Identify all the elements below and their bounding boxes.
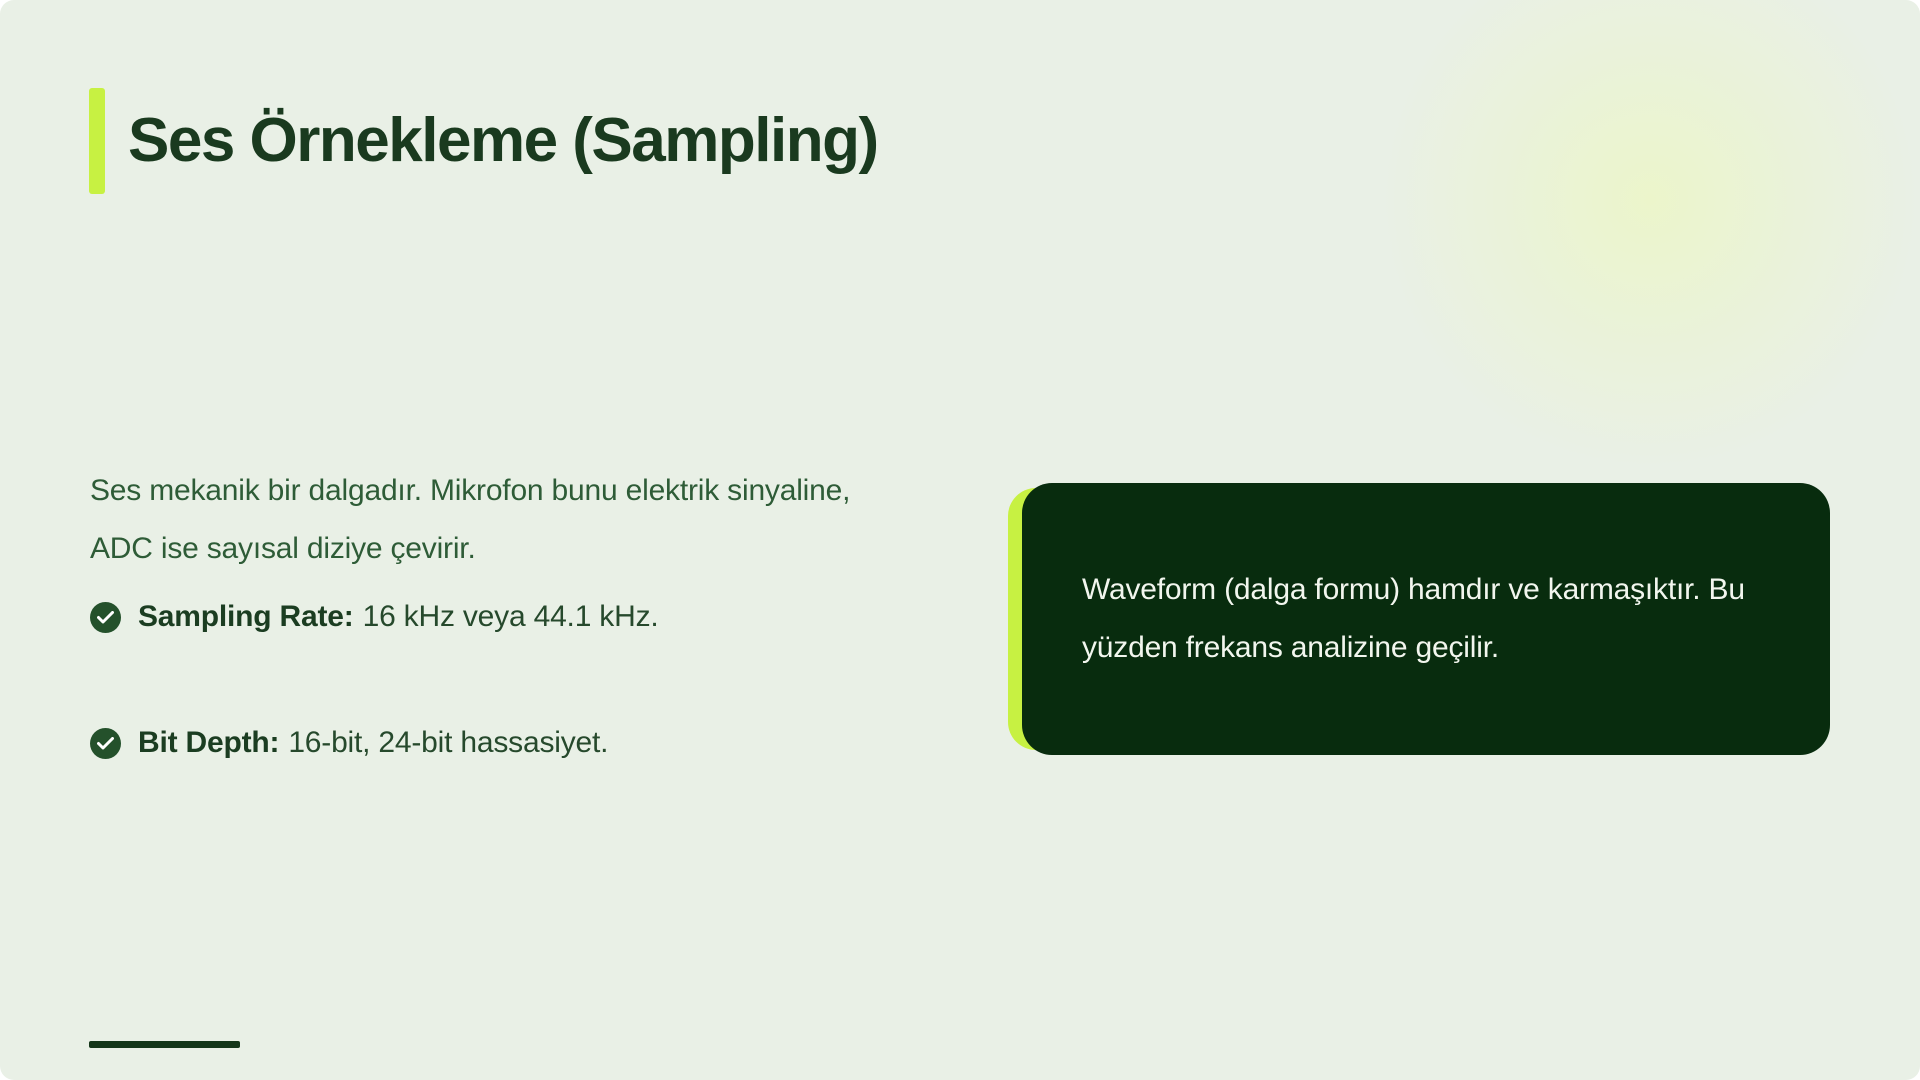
title-accent-bar bbox=[89, 88, 105, 194]
page-title: Ses Örnekleme (Sampling) bbox=[128, 106, 878, 175]
background-glow bbox=[1370, 0, 1920, 480]
bullet-text bbox=[138, 600, 659, 634]
intro-line-2: ADC ise sayısal diziye çevirir. bbox=[90, 532, 476, 565]
bullet-value: 16-bit, 24-bit hassasiyet. bbox=[288, 726, 609, 759]
callout-line-1: Waveform (dalga formu) hamdır ve karmaşıktır. Bu bbox=[1082, 573, 1745, 606]
callout-line-2: yüzden frekans analizine geçilir. bbox=[1082, 631, 1499, 664]
check-circle-icon bbox=[90, 728, 121, 759]
callout-card bbox=[1022, 483, 1830, 755]
bullet-bit-depth bbox=[90, 726, 608, 760]
footer-line bbox=[89, 1041, 240, 1048]
bullet-text bbox=[138, 726, 608, 760]
bullet-label: Bit Depth: bbox=[138, 726, 280, 759]
intro-paragraph bbox=[90, 462, 930, 578]
bullet-value: 16 kHz veya 44.1 kHz. bbox=[362, 600, 659, 633]
check-circle-icon bbox=[90, 602, 121, 633]
intro-line-1: Ses mekanik bir dalgadır. Mikrofon bunu elektrik sinyaline, bbox=[90, 474, 851, 507]
bullet-sampling-rate bbox=[90, 600, 659, 634]
bullet-label: Sampling Rate: bbox=[138, 600, 354, 633]
callout-card-body bbox=[1022, 483, 1830, 755]
